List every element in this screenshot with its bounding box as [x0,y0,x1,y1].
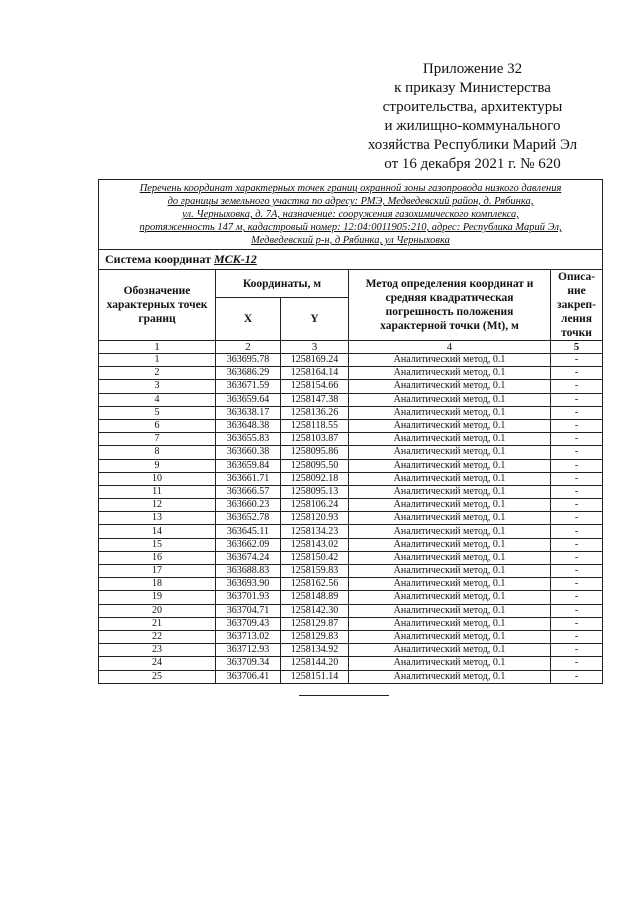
coord-y: 1258103.87 [281,433,349,446]
description: - [551,472,603,485]
table-row [99,565,603,578]
point-number: 22 [99,630,216,643]
coord-x: 363659.64 [216,393,281,406]
description: - [551,525,603,538]
point-number: 4 [99,393,216,406]
point-number: 21 [99,617,216,630]
coord-x: 363660.38 [216,446,281,459]
caption-line: протяженность 147 м, кадастровый номер: 12:04:0011905:210, адрес: Республика Марий Эл, [139,222,562,233]
description: - [551,485,603,498]
method: Аналитический метод, 0.1 [349,419,551,432]
table-row [99,512,603,525]
description: - [551,670,603,683]
method: Аналитический метод, 0.1 [349,367,551,380]
column-number: 1 [99,341,216,354]
table-row [99,419,603,432]
description: - [551,578,603,591]
coord-y: 1258162.56 [281,578,349,591]
method: Аналитический метод, 0.1 [349,670,551,683]
coord-y: 1258106.24 [281,499,349,512]
point-number: 5 [99,406,216,419]
method: Аналитический метод, 0.1 [349,485,551,498]
method: Аналитический метод, 0.1 [349,393,551,406]
header-line: к приказу Министерства [394,80,551,96]
coord-x: 363671.59 [216,380,281,393]
description: - [551,354,603,367]
method: Аналитический метод, 0.1 [349,630,551,643]
coord-x: 363693.90 [216,578,281,591]
point-number: 15 [99,538,216,551]
point-number: 12 [99,499,216,512]
coord-y: 1258169.24 [281,354,349,367]
table-row [99,367,603,380]
coord-x: 363688.83 [216,565,281,578]
method: Аналитический метод, 0.1 [349,512,551,525]
point-number: 2 [99,367,216,380]
column-number: 3 [281,341,349,354]
column-number: 5 [551,341,603,354]
header-line: хозяйства Республики Марий Эл [367,137,578,153]
point-number: 11 [99,485,216,498]
coord-x: 363659.84 [216,459,281,472]
method: Аналитический метод, 0.1 [349,354,551,367]
description: - [551,367,603,380]
coord-y: 1258164.14 [281,367,349,380]
table-row [99,393,603,406]
method: Аналитический метод, 0.1 [349,380,551,393]
method: Аналитический метод, 0.1 [349,406,551,419]
coord-x: 363709.34 [216,657,281,670]
coord-y: 1258134.23 [281,525,349,538]
table-row [99,380,603,393]
coordinates-table [98,179,603,684]
description: - [551,538,603,551]
header-y: Y [281,298,349,341]
table-row [99,499,603,512]
description: - [551,433,603,446]
table-row [99,538,603,551]
table-row [99,459,603,472]
point-number: 9 [99,459,216,472]
coord-y: 1258129.87 [281,617,349,630]
coord-x: 363661.71 [216,472,281,485]
point-number: 23 [99,644,216,657]
column-numbers-row [99,341,603,354]
table-row [99,657,603,670]
table-row [99,354,603,367]
header-point: Обозначение характерных точек границ [99,270,216,341]
coordinate-system-value: МСК-12 [213,252,257,266]
method: Аналитический метод, 0.1 [349,578,551,591]
coord-y: 1258154.66 [281,380,349,393]
table-row [99,472,603,485]
point-number: 10 [99,472,216,485]
point-number: 6 [99,419,216,432]
method: Аналитический метод, 0.1 [349,604,551,617]
header-coords: Координаты, м [216,270,349,298]
table-row [99,604,603,617]
table-row [99,630,603,643]
caption-line: ул. Черныховка, д. 7А, назначение: сооружения газохимического комплекса, [182,209,519,220]
coord-x: 363645.11 [216,525,281,538]
table-row [99,485,603,498]
point-number: 20 [99,604,216,617]
coord-x: 363648.38 [216,419,281,432]
description: - [551,380,603,393]
coord-x: 363666.57 [216,485,281,498]
method: Аналитический метод, 0.1 [349,591,551,604]
coord-y: 1258142.30 [281,604,349,617]
header-method: Метод определения координат и средняя квадратическая погрешность положения характерной точки (Mt), м [349,270,551,341]
description: - [551,551,603,564]
point-number: 7 [99,433,216,446]
table-row [99,525,603,538]
table-row [99,644,603,657]
header-line: строительства, архитектуры [382,99,563,115]
coord-y: 1258159.83 [281,565,349,578]
method: Аналитический метод, 0.1 [349,551,551,564]
description: - [551,446,603,459]
coord-x: 363704.71 [216,604,281,617]
coord-y: 1258143.02 [281,538,349,551]
method: Аналитический метод, 0.1 [349,459,551,472]
point-number: 3 [99,380,216,393]
description: - [551,617,603,630]
description: - [551,499,603,512]
coord-x: 363655.83 [216,433,281,446]
header-line: и жилищно-коммунального [384,118,561,134]
table-caption [99,180,603,250]
description: - [551,512,603,525]
point-number: 1 [99,354,216,367]
coord-x: 363706.41 [216,670,281,683]
point-number: 17 [99,565,216,578]
coord-x: 363652.78 [216,512,281,525]
appendix-header [340,60,605,174]
description: - [551,644,603,657]
table-row [99,551,603,564]
coord-y: 1258147.38 [281,393,349,406]
point-number: 8 [99,446,216,459]
point-number: 14 [99,525,216,538]
table-row [99,446,603,459]
coord-x: 363709.43 [216,617,281,630]
table-row [99,433,603,446]
coord-y: 1258092.18 [281,472,349,485]
method: Аналитический метод, 0.1 [349,525,551,538]
table-row [99,591,603,604]
description: - [551,419,603,432]
table-row [99,578,603,591]
method: Аналитический метод, 0.1 [349,499,551,512]
point-number: 19 [99,591,216,604]
coord-y: 1258095.50 [281,459,349,472]
method: Аналитический метод, 0.1 [349,565,551,578]
description: - [551,459,603,472]
header-desc: Описа-ние закреп-ления точки [551,270,603,341]
coordinate-system [99,250,603,270]
coord-x: 363686.29 [216,367,281,380]
coord-y: 1258151.14 [281,670,349,683]
header-x: X [216,298,281,341]
coord-y: 1258129.83 [281,630,349,643]
coord-y: 1258095.86 [281,446,349,459]
table-row [99,617,603,630]
description: - [551,604,603,617]
method: Аналитический метод, 0.1 [349,538,551,551]
coord-y: 1258095.13 [281,485,349,498]
table-row [99,406,603,419]
caption-line: до границы земельного участка по адресу: РМЭ, Медведевский район, д. Рябинка, [167,196,534,207]
coord-y: 1258120.93 [281,512,349,525]
header-line: Приложение 32 [422,61,523,77]
point-number: 13 [99,512,216,525]
coord-x: 363695.78 [216,354,281,367]
header-line: от 16 декабря 2021 г. № 620 [384,156,561,172]
method: Аналитический метод, 0.1 [349,472,551,485]
method: Аналитический метод, 0.1 [349,644,551,657]
method: Аналитический метод, 0.1 [349,433,551,446]
description: - [551,406,603,419]
point-number: 25 [99,670,216,683]
point-number: 16 [99,551,216,564]
description: - [551,591,603,604]
description: - [551,393,603,406]
coord-y: 1258144.20 [281,657,349,670]
coord-y: 1258134.92 [281,644,349,657]
point-number: 24 [99,657,216,670]
description: - [551,657,603,670]
caption-line: Медведевский р-н, д Рябинка, ул Черныховка [251,235,450,246]
column-number: 4 [349,341,551,354]
coord-y: 1258118.55 [281,419,349,432]
column-number: 2 [216,341,281,354]
closing-line [299,695,389,696]
coord-y: 1258150.42 [281,551,349,564]
point-number: 18 [99,578,216,591]
coord-x: 363674.24 [216,551,281,564]
coord-y: 1258148.89 [281,591,349,604]
coord-x: 363638.17 [216,406,281,419]
coord-x: 363712.93 [216,644,281,657]
description: - [551,630,603,643]
coord-x: 363713.02 [216,630,281,643]
method: Аналитический метод, 0.1 [349,617,551,630]
coord-x: 363701.93 [216,591,281,604]
coord-y: 1258136.26 [281,406,349,419]
method: Аналитический метод, 0.1 [349,657,551,670]
method: Аналитический метод, 0.1 [349,446,551,459]
table-row [99,670,603,683]
coordinate-system-label: Система координат [105,252,214,266]
caption-line: Перечень координат характерных точек границ охранной зоны газопровода низкого давления [139,183,562,194]
coord-x: 363660.23 [216,499,281,512]
description: - [551,565,603,578]
coord-x: 363662.09 [216,538,281,551]
